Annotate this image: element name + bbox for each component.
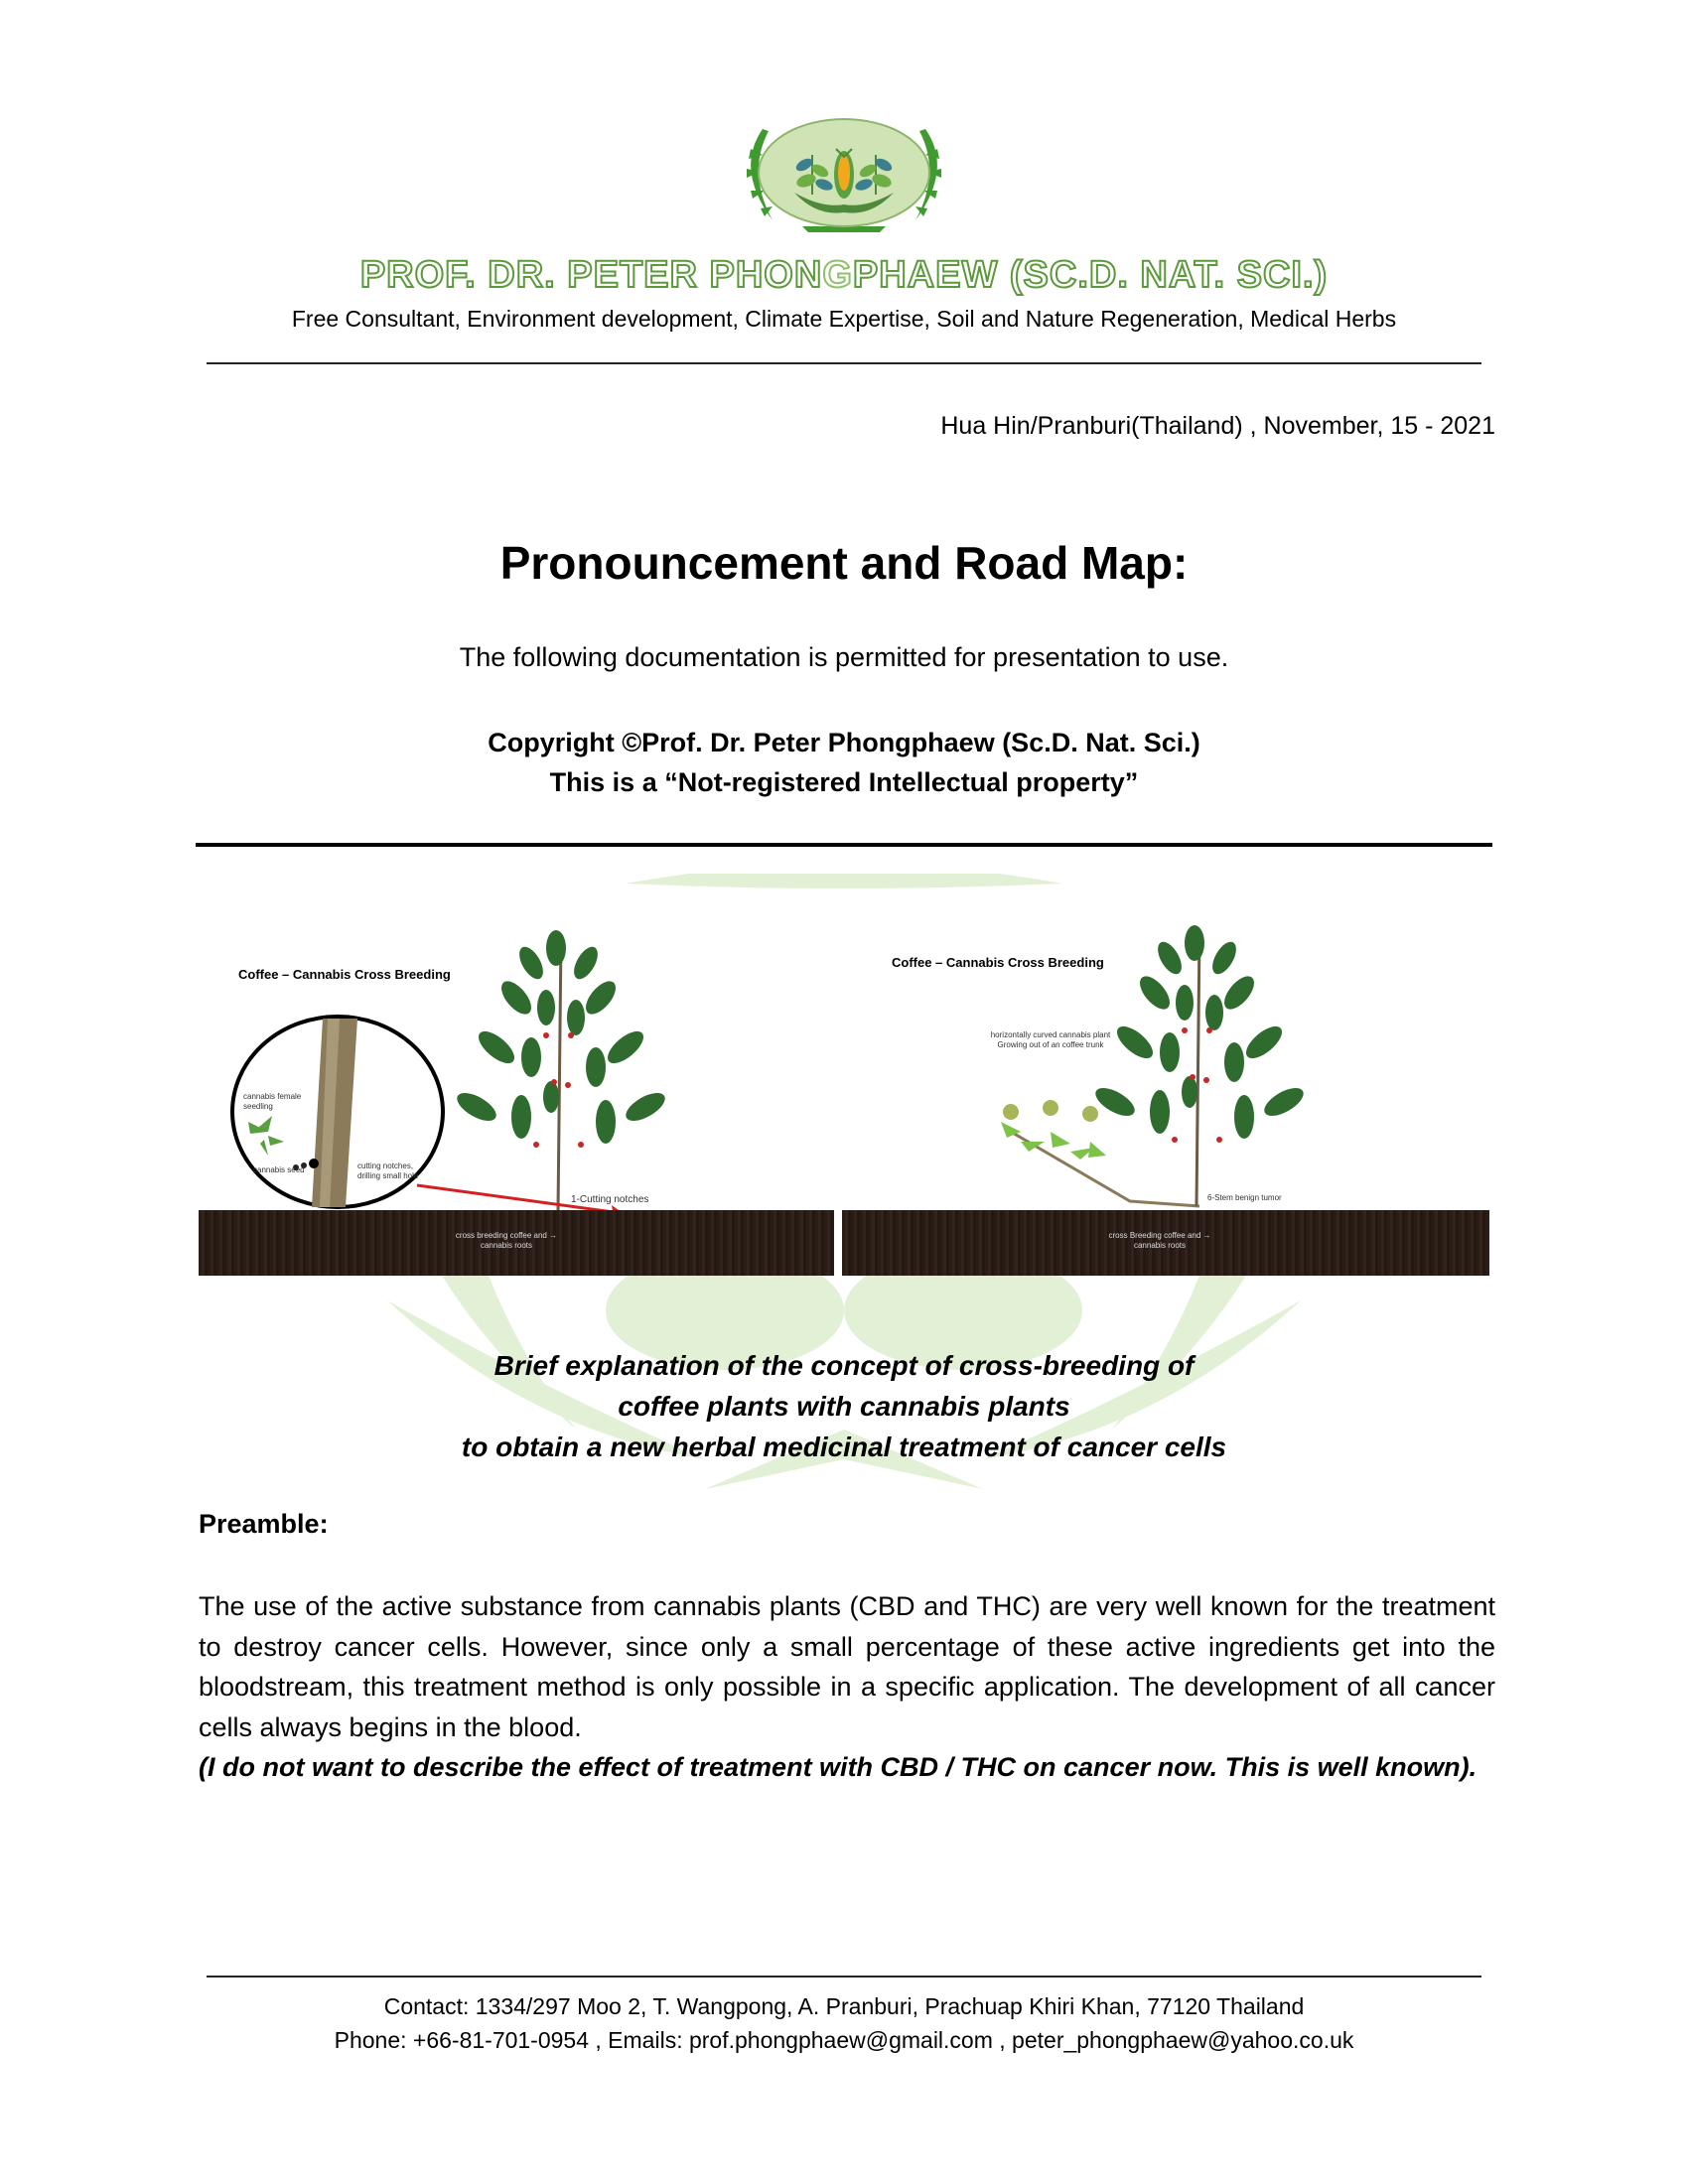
figure-title: Coffee – Cannabis Cross Breeding	[238, 967, 451, 982]
figure-panel-left	[199, 913, 834, 1276]
ip-notice: This is a “Not-registered Intellectual property”	[549, 767, 1139, 797]
logo	[733, 109, 955, 240]
seed-label: cannabis seed	[253, 1165, 305, 1174]
tagline: Free Consultant, Environment development, Climate Expertise, Soil and Nature Regeneration, Medical Herbs	[291, 306, 1397, 332]
cannabis-plant-label: horizontally curved cannabis plant Growing out of an coffee trunk	[990, 1030, 1111, 1049]
brand-part: G	[822, 254, 853, 296]
brand-part: PROF. DR. PETER PHON	[359, 254, 823, 296]
preamble-paragraph: The use of the active substance from cannabis plants (CBD and THC) are very well known for the treatment to destroy cancer cells. However, since only a small percentage of these active ingredients get into the bloodstream, this treatment method is only possible in a specific application. The development of all cancer cells always begins in the blood.	[199, 1591, 1495, 1742]
dateline: Hua Hin/Pranburi(Thailand) , November, 15 - 2021	[940, 412, 1495, 440]
footer-divider	[207, 1976, 1481, 1978]
roots-label: cross breeding coffee and → cannabis roots	[455, 1231, 558, 1250]
header-divider	[207, 362, 1481, 364]
preamble-note: (I do not want to describe the effect of treatment with CBD / THC on cancer now. This is well known).	[199, 1752, 1477, 1782]
section-divider	[196, 843, 1492, 847]
permission-note: The following documentation is permitted for presentation to use.	[459, 642, 1229, 672]
contact-address: Contact: 1334/297 Moo 2, T. Wangpong, A. Pranburi, Prachuap Khiri Khan, 77120 Thailand	[383, 1993, 1305, 2019]
caption-line: coffee plants with cannabis plants	[618, 1391, 1070, 1422]
caption-line: Brief explanation of the concept of cross-breeding of	[493, 1350, 1195, 1381]
coffee-plant-illustration	[437, 918, 675, 1216]
footer-contact	[0, 1989, 1688, 2057]
copyright-block	[0, 723, 1688, 802]
wreath-hands-plants-logo-icon	[733, 109, 955, 240]
roots-label: cross Breeding coffee and → cannabis roots	[1108, 1231, 1211, 1250]
preamble-heading: Preamble:	[199, 1509, 329, 1539]
brand-name	[0, 254, 1688, 297]
tumor-label: 6-Stem benign tumor	[1207, 1193, 1282, 1202]
cutting-notches-label: 1-Cutting notches	[571, 1194, 649, 1205]
figure-panel-right	[842, 913, 1489, 1276]
contact-phone-emails: Phone: +66-81-701-0954 , Emails: prof.phongphaew@gmail.com , peter_phongphaew@yahoo.co.uk	[334, 2027, 1354, 2053]
figure-title: Coffee – Cannabis Cross Breeding	[892, 955, 1104, 970]
copyright-line: Copyright ©Prof. Dr. Peter Phongphaew (Sc.D. Nat. Sci.)	[488, 728, 1200, 757]
coffee-plant-illustration	[1075, 913, 1314, 1211]
figure-caption	[0, 1345, 1688, 1467]
caption-line: to obtain a new herbal medicinal treatment of cancer cells	[461, 1432, 1227, 1462]
seedling-label: cannabis female seedling	[243, 1092, 302, 1111]
page-title: Pronouncement and Road Map:	[499, 537, 1189, 589]
inset-zoom-circle	[228, 1013, 447, 1211]
notches-label: cutting notches, drilling small hole	[357, 1161, 419, 1180]
brand-part: PHAEW (SC.D. NAT. SCI.)	[852, 254, 1329, 296]
